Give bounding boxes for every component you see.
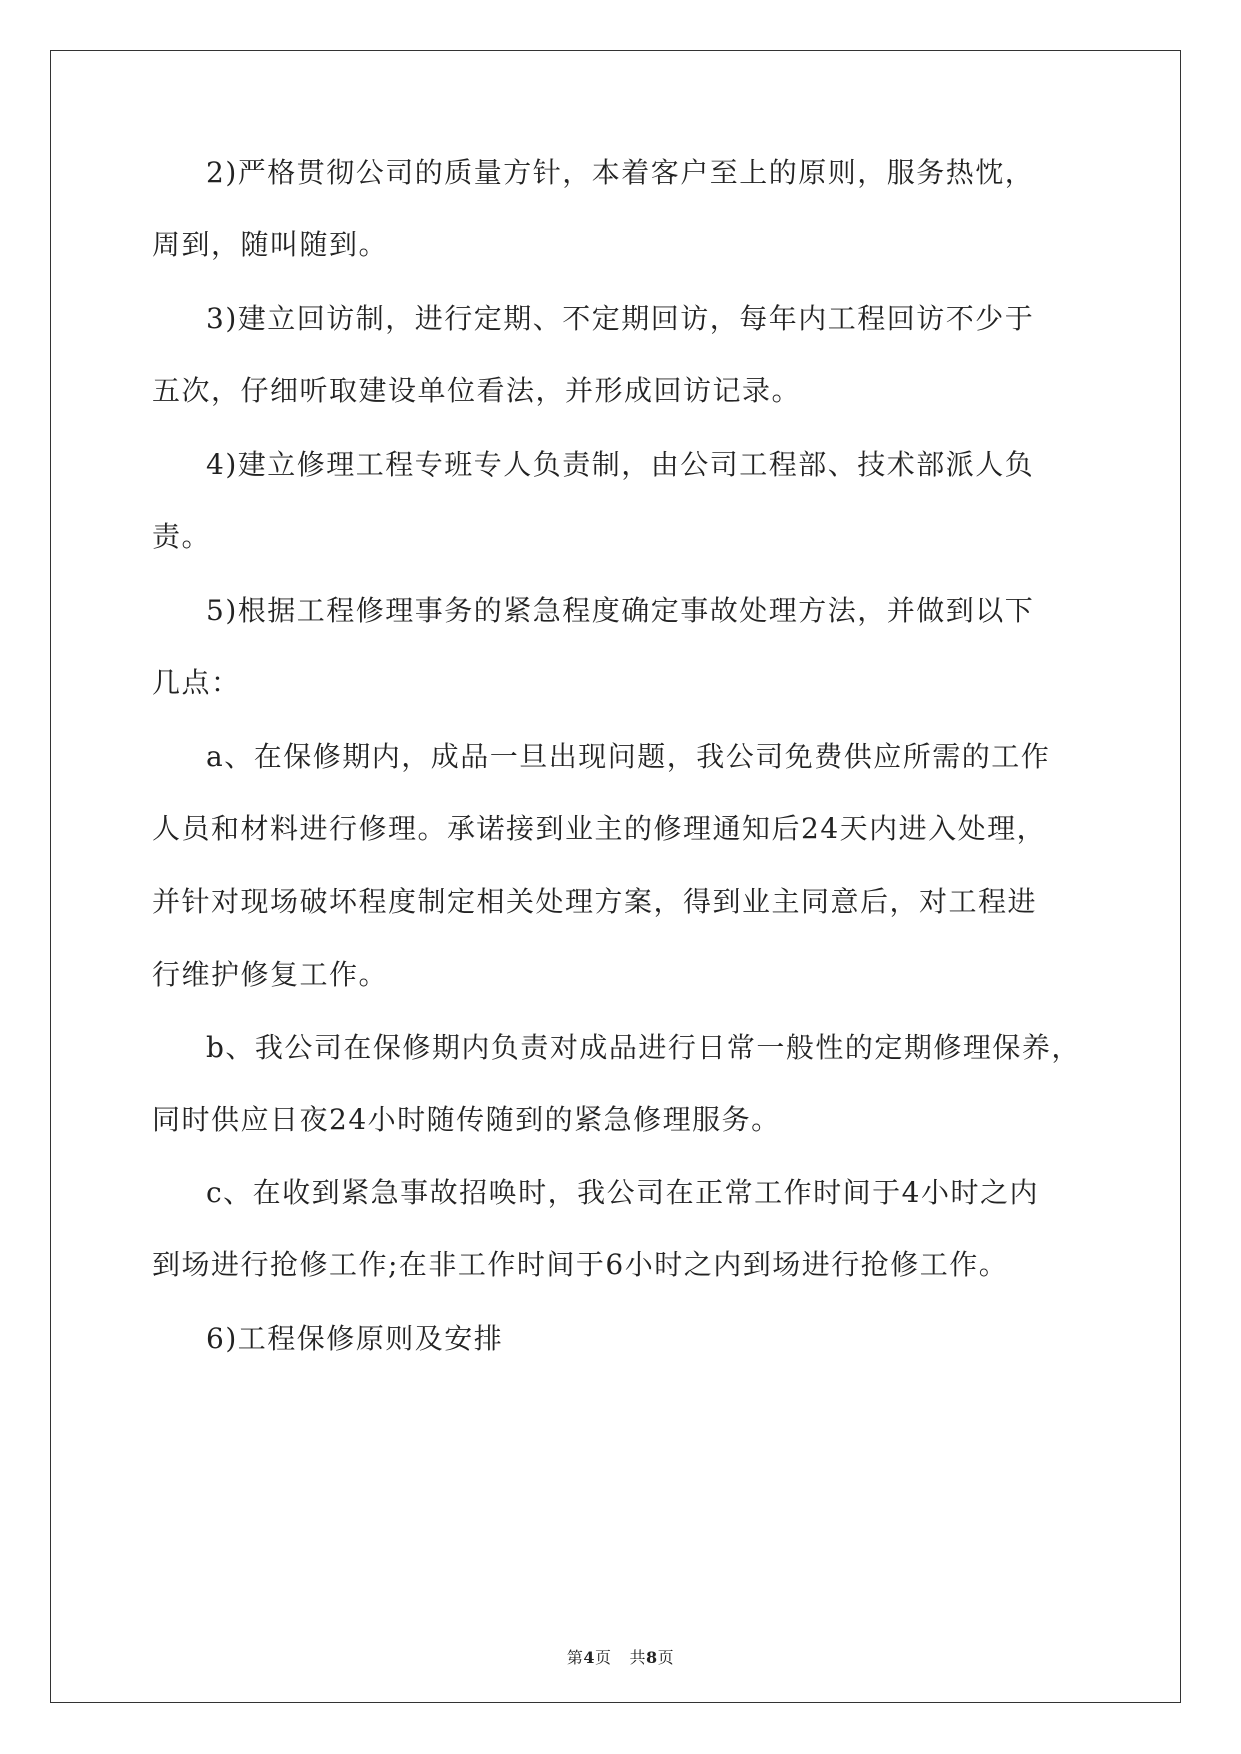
page-border bbox=[50, 50, 1181, 1703]
footer-page-suffix: 页 bbox=[594, 1648, 612, 1667]
paragraph-b-line-2: 同时供应日夜24小时随传随到的紧急修理服务。 bbox=[152, 1103, 781, 1136]
paragraph-5-line-1: 5)根据工程修理事务的紧急程度确定事故处理方法，并做到以下 bbox=[206, 594, 1035, 627]
paragraph-b-line-1: b、我公司在保修期内负责对成品进行日常一般性的定期修理保养， bbox=[206, 1031, 1081, 1064]
paragraph-3-line-2: 五次，仔细听取建设单位看法，并形成回访记录。 bbox=[152, 374, 802, 407]
footer-total-pages: 8 bbox=[646, 1648, 658, 1667]
footer-total-suffix: 页 bbox=[657, 1648, 675, 1667]
paragraph-c-line-2: 到场进行抢修工作;在非工作时间于6小时之内到场进行抢修工作。 bbox=[152, 1248, 1009, 1281]
footer-total-prefix: 共 bbox=[629, 1648, 647, 1667]
paragraph-a-line-2: 人员和材料进行修理。承诺接到业主的修理通知后24天内进入处理， bbox=[152, 812, 1047, 845]
paragraph-4-line-2: 责。 bbox=[152, 520, 212, 553]
footer-prefix: 第 bbox=[566, 1648, 584, 1667]
paragraph-6-line-1: 6)工程保修原则及安排 bbox=[206, 1322, 504, 1355]
paragraph-a-line-4: 行维护修复工作。 bbox=[152, 958, 389, 991]
paragraph-2-line-1: 2)严格贯彻公司的质量方针，本着客户至上的原则，服务热忱， bbox=[206, 156, 1035, 189]
paragraph-a-line-1: a、在保修期内，成品一旦出现问题，我公司免费供应所需的工作 bbox=[206, 740, 1051, 773]
page-footer bbox=[0, 1648, 1241, 1668]
paragraph-2-line-2: 周到，随叫随到。 bbox=[152, 228, 389, 261]
paragraph-3-line-1: 3)建立回访制，进行定期、不定期回访，每年内工程回访不少于 bbox=[206, 302, 1035, 335]
footer-page-number: 4 bbox=[583, 1648, 595, 1667]
paragraph-4-line-1: 4)建立修理工程专班专人负责制，由公司工程部、技术部派人负 bbox=[206, 448, 1035, 481]
paragraph-c-line-1: c、在收到紧急事故招唤时，我公司在正常工作时间于4小时之内 bbox=[206, 1176, 1039, 1209]
paragraph-5-line-2: 几点： bbox=[152, 666, 241, 699]
paragraph-a-line-3: 并针对现场破坏程度制定相关处理方案，得到业主同意后，对工程进 bbox=[152, 885, 1038, 918]
